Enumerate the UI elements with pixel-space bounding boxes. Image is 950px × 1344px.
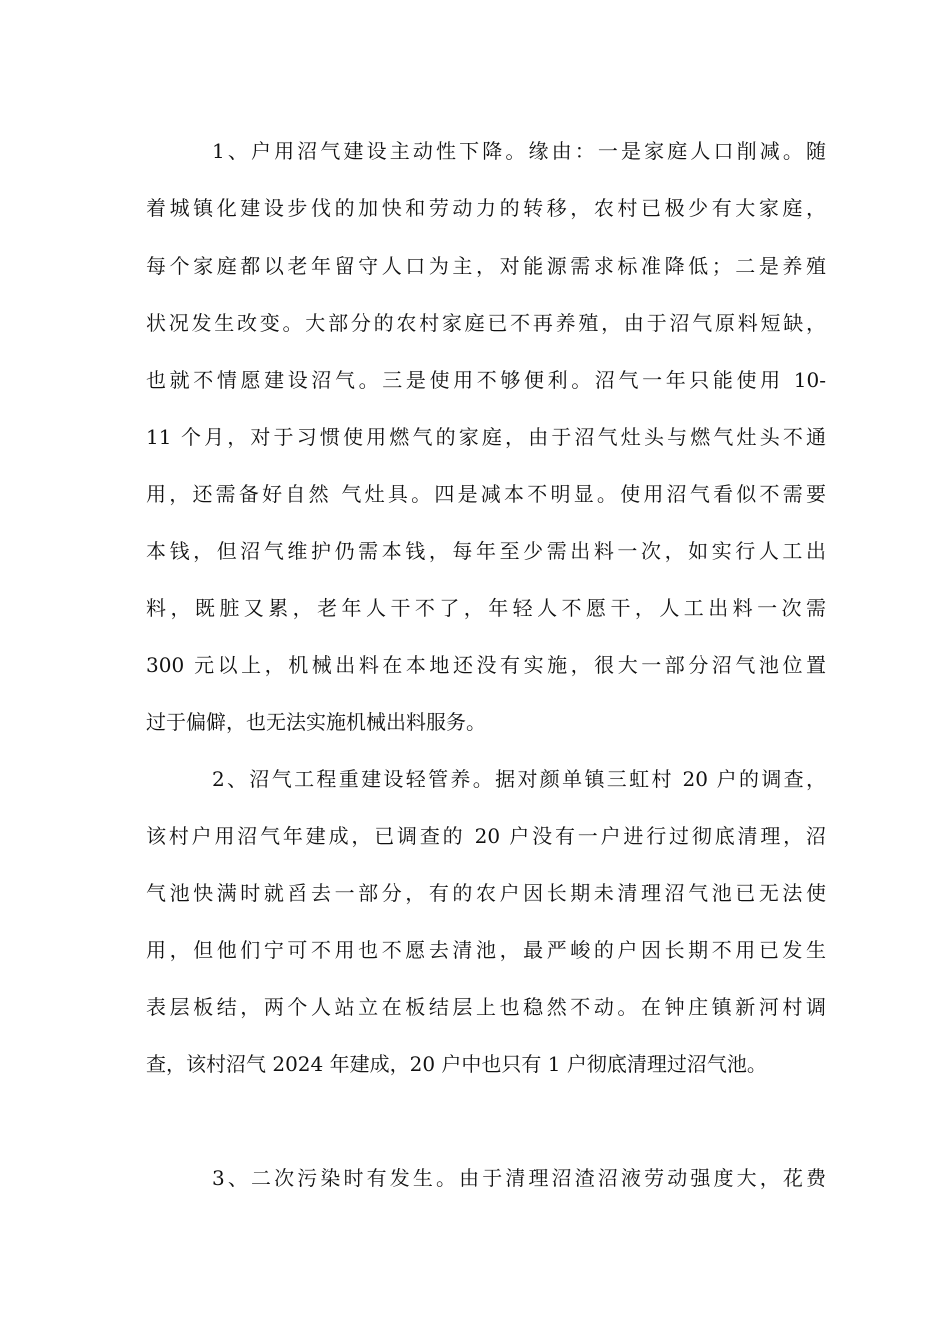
paragraph-line: 11 个月，对于习惯使用燃气的家庭，由于沼气灶头与燃气灶头不通 — [146, 425, 826, 449]
paragraph-line: 查，该村沼气 2024 年建成，20 户中也只有 1 户彻底清理过沼气池。 — [146, 1052, 767, 1076]
paragraph-line: 1、户用沼气建设主动性下降。缘由：一是家庭人口削减。随 — [212, 139, 826, 163]
paragraph-line: 2、沼气工程重建设轻管养。据对颜单镇三虹村 20 户的调查， — [212, 767, 826, 791]
paragraph-line: 表层板结，两个人站立在板结层上也稳然不动。在钟庄镇新河村调 — [146, 995, 826, 1019]
paragraph-line: 用，但他们宁可不用也不愿去清池，最严峻的户因长期不用已发生 — [146, 938, 826, 962]
paragraph-line: 每个家庭都以老年留守人口为主，对能源需求标准降低；二是养殖 — [146, 254, 826, 278]
paragraph-line: 3、二次污染时有发生。由于清理沼渣沼液劳动强度大，花费 — [212, 1166, 826, 1190]
paragraph-line: 该村户用沼气年建成，已调查的 20 户没有一户进行过彻底清理，沼 — [146, 824, 826, 848]
paragraph-line: 也就不情愿建设沼气。三是使用不够便利。沼气一年只能使用 10- — [146, 368, 826, 392]
paragraph-line: 300 元以上，机械出料在本地还没有实施，很大一部分沼气池位置 — [146, 653, 826, 677]
paragraph-line: 状况发生改变。大部分的农村家庭已不再养殖，由于沼气原料短缺， — [146, 311, 826, 335]
paragraph-line: 着城镇化建设步伐的加快和劳动力的转移，农村已极少有大家庭， — [146, 196, 826, 220]
paragraph-line: 料，既脏又累，老年人干不了，年轻人不愿干，人工出料一次需 — [146, 596, 826, 620]
paragraph-line: 本钱，但沼气维护仍需本钱，每年至少需出料一次，如实行人工出 — [146, 539, 826, 563]
paragraph-line: 气池快满时就舀去一部分，有的农户因长期未清理沼气池已无法使 — [146, 881, 826, 905]
paragraph-line: 过于偏僻，也无法实施机械出料服务。 — [146, 710, 486, 734]
paragraph-line: 用，还需备好自然 气灶具。四是减本不明显。使用沼气看似不需要 — [146, 482, 826, 506]
